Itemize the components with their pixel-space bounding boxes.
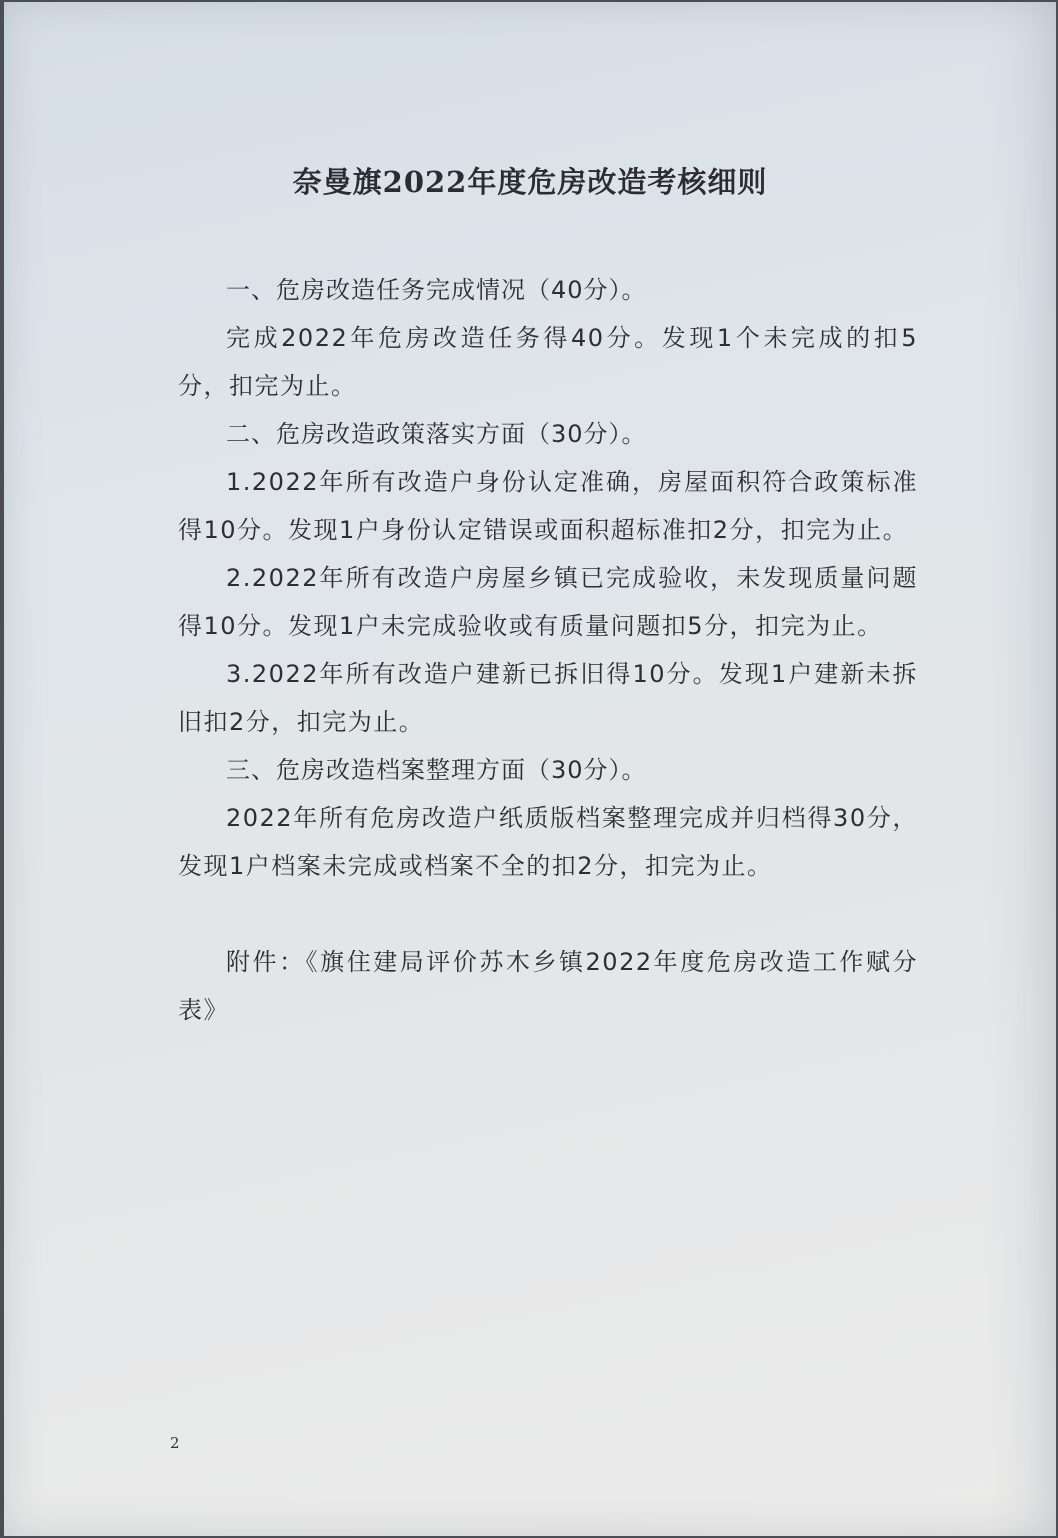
document-page — [4, 2, 1056, 1536]
paragraph-acceptance-check: 2.2022年所有改造户房屋乡镇已完成验收，未发现质量问题得10分。发现1户未完成验收或有质量问题扣5分，扣完为止。 — [178, 564, 918, 640]
paragraph-task-completion: 完成2022年危房改造任务得40分。发现1个未完成的扣5分，扣完为止。 — [178, 324, 918, 400]
paragraph-identity-check: 1.2022年所有改造户身份认定准确，房屋面积符合政策标准得10分。发现1户身份认定错误或面积超标准扣2分，扣完为止。 — [178, 468, 918, 544]
page-number: 2 — [170, 1434, 180, 1452]
paragraph-spacer — [178, 890, 918, 938]
paragraph-demolition-check: 3.2022年所有改造户建新已拆旧得10分。发现1户建新未拆旧扣2分，扣完为止。 — [178, 660, 918, 736]
section-heading-3: 三、危房改造档案整理方面（30分）。 — [226, 756, 647, 784]
section-heading-2: 二、危房改造政策落实方面（30分）。 — [226, 420, 647, 448]
section-heading-1: 一、危房改造任务完成情况（40分）。 — [226, 276, 647, 304]
document-title: 奈曼旗2022年度危房改造考核细则 — [292, 165, 768, 199]
paragraph-archive-check: 2022年所有危房改造户纸质版档案整理完成并归档得30分，发现1户档案未完成或档案不全的扣2分，扣完为止。 — [178, 804, 918, 880]
document-body — [178, 266, 918, 1034]
attachment-note: 附件：《旗住建局评价苏木乡镇2022年度危房改造工作赋分表》 — [178, 948, 918, 1024]
